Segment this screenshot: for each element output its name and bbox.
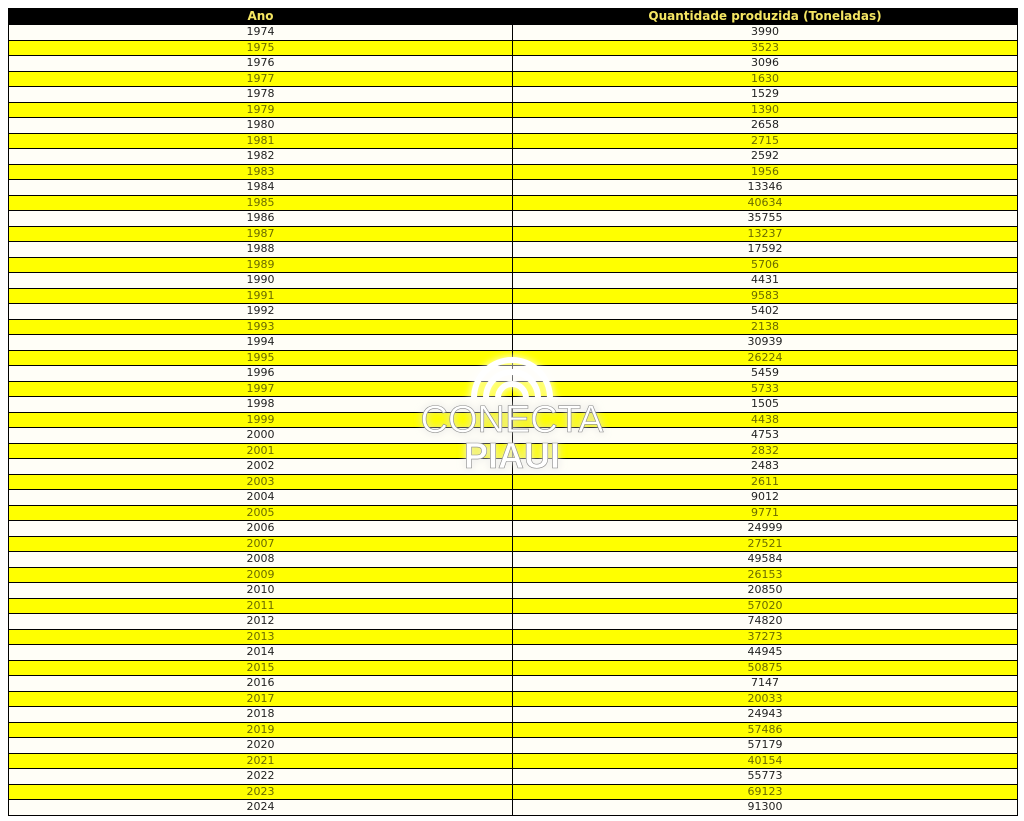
cell-quantity: 20033: [513, 691, 1018, 707]
cell-quantity: 26153: [513, 567, 1018, 583]
table-row: [9, 753, 1018, 769]
cell-quantity: 2715: [513, 133, 1018, 149]
cell-quantity: 2483: [513, 459, 1018, 475]
cell-year: 1980: [9, 118, 513, 134]
table-row: [9, 335, 1018, 351]
cell-quantity: 9583: [513, 288, 1018, 304]
table-row: [9, 490, 1018, 506]
cell-year: 2012: [9, 614, 513, 630]
cell-year: 2013: [9, 629, 513, 645]
cell-year: 1977: [9, 71, 513, 87]
table-row: [9, 350, 1018, 366]
cell-quantity: 2611: [513, 474, 1018, 490]
table-row: [9, 304, 1018, 320]
cell-quantity: 2832: [513, 443, 1018, 459]
table-body: [9, 25, 1018, 816]
cell-quantity: 4431: [513, 273, 1018, 289]
cell-quantity: 57179: [513, 738, 1018, 754]
cell-quantity: 40154: [513, 753, 1018, 769]
table-row: [9, 660, 1018, 676]
cell-quantity: 69123: [513, 784, 1018, 800]
cell-year: 1981: [9, 133, 513, 149]
cell-quantity: 1529: [513, 87, 1018, 103]
cell-year: 1994: [9, 335, 513, 351]
cell-quantity: 24943: [513, 707, 1018, 723]
table-row: [9, 521, 1018, 537]
table-row: [9, 288, 1018, 304]
cell-quantity: 3990: [513, 25, 1018, 41]
cell-year: 1976: [9, 56, 513, 72]
cell-year: 2022: [9, 769, 513, 785]
table-row: [9, 366, 1018, 382]
cell-quantity: 1505: [513, 397, 1018, 413]
header-year: Ano: [9, 9, 513, 25]
cell-quantity: 4753: [513, 428, 1018, 444]
cell-quantity: 2138: [513, 319, 1018, 335]
table-row: [9, 180, 1018, 196]
table-row: [9, 428, 1018, 444]
logo-text-conecta: CONECTA: [420, 399, 604, 441]
table-row: [9, 505, 1018, 521]
cell-year: 2017: [9, 691, 513, 707]
cell-year: 1984: [9, 180, 513, 196]
table-row: [9, 211, 1018, 227]
cell-quantity: 55773: [513, 769, 1018, 785]
cell-quantity: 13346: [513, 180, 1018, 196]
cell-quantity: 2592: [513, 149, 1018, 165]
cell-year: 1990: [9, 273, 513, 289]
cell-year: 2002: [9, 459, 513, 475]
table-row: [9, 381, 1018, 397]
table-row: [9, 195, 1018, 211]
cell-quantity: 40634: [513, 195, 1018, 211]
cell-year: 2014: [9, 645, 513, 661]
cell-year: 2006: [9, 521, 513, 537]
cell-year: 1988: [9, 242, 513, 258]
table-row: [9, 149, 1018, 165]
table-row: [9, 474, 1018, 490]
cell-quantity: 9012: [513, 490, 1018, 506]
cell-year: 2023: [9, 784, 513, 800]
table-row: [9, 800, 1018, 816]
cell-year: 1993: [9, 319, 513, 335]
cell-quantity: 57020: [513, 598, 1018, 614]
cell-quantity: 1630: [513, 71, 1018, 87]
cell-quantity: 35755: [513, 211, 1018, 227]
table-row: [9, 164, 1018, 180]
table-row: [9, 722, 1018, 738]
cell-quantity: 17592: [513, 242, 1018, 258]
cell-quantity: 24999: [513, 521, 1018, 537]
cell-year: 1989: [9, 257, 513, 273]
table-row: [9, 645, 1018, 661]
cell-quantity: 30939: [513, 335, 1018, 351]
cell-year: 2016: [9, 676, 513, 692]
table-row: [9, 87, 1018, 103]
table-row: [9, 629, 1018, 645]
table-row: [9, 25, 1018, 41]
cell-year: 1985: [9, 195, 513, 211]
cell-quantity: 27521: [513, 536, 1018, 552]
cell-year: 2018: [9, 707, 513, 723]
cell-quantity: 50875: [513, 660, 1018, 676]
table-row: [9, 118, 1018, 134]
table-row: [9, 319, 1018, 335]
production-table: [8, 8, 1018, 816]
table-row: [9, 397, 1018, 413]
cell-year: 1983: [9, 164, 513, 180]
cell-year: 1987: [9, 226, 513, 242]
cell-quantity: 4438: [513, 412, 1018, 428]
table-row: [9, 273, 1018, 289]
table-row: [9, 242, 1018, 258]
cell-quantity: 20850: [513, 583, 1018, 599]
cell-year: 1975: [9, 40, 513, 56]
logo-text-piaui: PIAUI: [463, 435, 561, 476]
cell-quantity: 44945: [513, 645, 1018, 661]
table-row: [9, 412, 1018, 428]
cell-year: 1995: [9, 350, 513, 366]
cell-year: 2011: [9, 598, 513, 614]
cell-quantity: 91300: [513, 800, 1018, 816]
cell-year: 2020: [9, 738, 513, 754]
cell-year: 1974: [9, 25, 513, 41]
cell-quantity: 13237: [513, 226, 1018, 242]
table-row: [9, 40, 1018, 56]
cell-year: 1997: [9, 381, 513, 397]
cell-year: 2010: [9, 583, 513, 599]
table-row: [9, 691, 1018, 707]
table-row: [9, 769, 1018, 785]
cell-quantity: 5402: [513, 304, 1018, 320]
cell-quantity: 9771: [513, 505, 1018, 521]
table-row: [9, 784, 1018, 800]
table-row: [9, 614, 1018, 630]
table-row: [9, 257, 1018, 273]
table-row: [9, 536, 1018, 552]
cell-year: 2015: [9, 660, 513, 676]
cell-quantity: 74820: [513, 614, 1018, 630]
cell-quantity: 3523: [513, 40, 1018, 56]
cell-year: 2005: [9, 505, 513, 521]
cell-year: 2004: [9, 490, 513, 506]
cell-year: 2008: [9, 552, 513, 568]
cell-quantity: 5459: [513, 366, 1018, 382]
table-row: [9, 133, 1018, 149]
table-row: [9, 552, 1018, 568]
table-row: [9, 598, 1018, 614]
table-row: [9, 583, 1018, 599]
cell-year: 1992: [9, 304, 513, 320]
cell-year: 2000: [9, 428, 513, 444]
cell-year: 2021: [9, 753, 513, 769]
table-row: [9, 676, 1018, 692]
cell-quantity: 7147: [513, 676, 1018, 692]
cell-quantity: 1956: [513, 164, 1018, 180]
cell-year: 2024: [9, 800, 513, 816]
cell-quantity: 57486: [513, 722, 1018, 738]
table-row: [9, 102, 1018, 118]
cell-year: 1979: [9, 102, 513, 118]
cell-year: 1978: [9, 87, 513, 103]
cell-year: 1986: [9, 211, 513, 227]
cell-quantity: 2658: [513, 118, 1018, 134]
cell-year: 1991: [9, 288, 513, 304]
table-row: [9, 56, 1018, 72]
table-row: [9, 443, 1018, 459]
table-row: [9, 226, 1018, 242]
cell-quantity: 37273: [513, 629, 1018, 645]
cell-quantity: 1390: [513, 102, 1018, 118]
cell-year: 2019: [9, 722, 513, 738]
cell-year: 2007: [9, 536, 513, 552]
cell-quantity: 5733: [513, 381, 1018, 397]
cell-year: 1998: [9, 397, 513, 413]
cell-year: 1982: [9, 149, 513, 165]
cell-quantity: 5706: [513, 257, 1018, 273]
cell-quantity: 26224: [513, 350, 1018, 366]
table-row: [9, 459, 1018, 475]
cell-quantity: 49584: [513, 552, 1018, 568]
cell-quantity: 3096: [513, 56, 1018, 72]
cell-year: 1996: [9, 366, 513, 382]
table-row: [9, 71, 1018, 87]
table-row: [9, 567, 1018, 583]
table-row: [9, 738, 1018, 754]
cell-year: 2001: [9, 443, 513, 459]
cell-year: 2009: [9, 567, 513, 583]
data-table-container: [8, 8, 1017, 816]
table-header-row: [9, 9, 1018, 25]
cell-year: 1999: [9, 412, 513, 428]
header-quantity: Quantidade produzida (Toneladas): [513, 9, 1018, 25]
cell-year: 2003: [9, 474, 513, 490]
table-row: [9, 707, 1018, 723]
